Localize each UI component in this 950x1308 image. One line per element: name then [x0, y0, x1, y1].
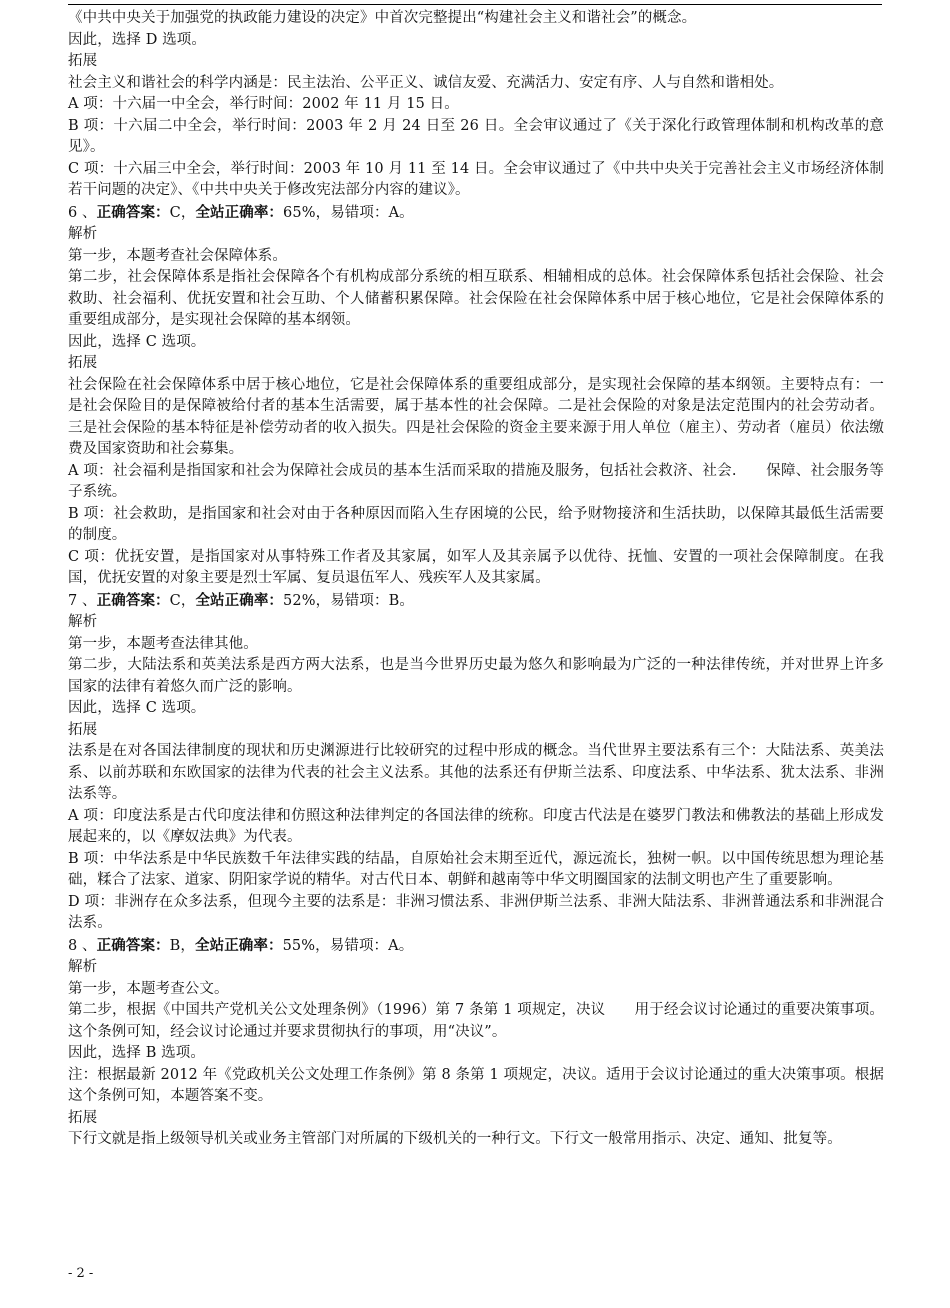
paragraph: 注：根据最新 2012 年《党政机关公文处理工作条例》第 8 条第 1 项规定，决议。适用于会议讨论通过的重大决策事项。根据这个条例可知，本题答案不变。 [68, 1066, 884, 1104]
paragraph: 因此，选择 D 选项。 [68, 31, 206, 48]
paragraph: 法系是在对各国法律制度的现状和历史渊源进行比较研究的过程中形成的概念。当代世界主要法系有三个：大陆法系、英美法系、以前苏联和东欧国家的法律为代表的社会主义法系。其他的法系还有伊斯兰法系、印度法系、中华法系、犹太法系、非洲法系等。 [68, 743, 884, 802]
paragraph: 因此，选择 C 选项。 [68, 333, 206, 350]
paragraph: A 项：十六届一中全会，举行时间：2002 年 11 月 15 日。 [68, 96, 459, 112]
paragraph: 第一步，本题考查法律其他。 [68, 635, 258, 652]
section-label: 解析 [68, 959, 98, 975]
paragraph: B 项：社会救助，是指国家和社会对由于各种原因而陷入生存困境的公民，给予财物接济和生活扶助，以保障其最低生活需要的制度。 [68, 505, 884, 543]
section-label: 拓展 [68, 355, 98, 371]
header-rule [68, 4, 882, 5]
paragraph: C 项：十六届三中全会，举行时间：2003 年 10 月 11 至 14 日。全会审议通过了《中共中央关于完善社会主义市场经济体制若干问题的决定》、《中共中央关于修改宪法部分内容的建议》。 [68, 160, 884, 198]
section-label: 解析 [68, 614, 98, 630]
question-7-header: 7 、正确答案：C，全站正确率：52%，易错项：B。 [68, 591, 414, 609]
question-6-header: 6 、正确答案：C，全站正确率：65%，易错项：A。 [68, 203, 414, 221]
section-label: 拓展 [68, 1109, 98, 1126]
paragraph: 第一步，本题考查社会保障体系。 [68, 247, 287, 264]
paragraph: A 项：社会福利是指国家和社会为保障社会成员的基本生活而采取的措施及服务，包括社会救济、社会. 保障、社会服务等子系统。 [68, 462, 884, 500]
section-label: 拓展 [68, 53, 98, 69]
section-label: 解析 [68, 226, 98, 242]
paragraph: 第二步，社会保障体系是指社会保障各个有机构成部分系统的相互联系、相辅相成的总体。社会保障体系包括社会保险、社会救助、社会福利、优抚安置和社会互助、个人储蓄积累保障。社会保险在社会保障体系中居于核心地位，它是社会保障体系的重要组成部分，是实现社会保障的基本纲领。 [68, 269, 884, 328]
paragraph: 《中共中央关于加强党的执政能力建设的决定》中首次完整提出“构建社会主义和谐社会”的概念。 [68, 10, 697, 26]
paragraph: C 项：优抚安置，是指国家对从事特殊工作者及其家属，如军人及其亲属予以优待、抚恤、安置的一项社会保障制度。在我国，优抚安置的对象主要是烈士军属、复员退伍军人、残疾军人及其家属。 [68, 548, 884, 586]
paragraph: 第一步，本题考查公文。 [68, 980, 229, 997]
paragraph: 第二步，大陆法系和英美法系是西方两大法系，也是当今世界历史最为悠久和影响最为广泛的一种法律传统，并对世界上许多国家的法律有着悠久而广泛的影响。 [68, 657, 884, 695]
paragraph: 社会保险在社会保障体系中居于核心地位，它是社会保障体系的重要组成部分，是实现社会保障的基本纲领。主要特点有：一是社会保险目的是保障被给付者的基本生活需要，属于基本性的社会保障。二是社会保险的对象是法定范围内的社会劳动者。三是社会保险的基本特征是补偿劳动者的收入损失。四是社会保险的资金主要来源于用人单位（雇主）、劳动者（雇员）依法缴费及国家资助和社会募集。 [68, 376, 884, 457]
paragraph: B 项：十六届二中全会，举行时间：2003 年 2 月 24 日至 26 日。全会审议通过了《关于深化行政管理体制和机构改革的意见》。 [68, 117, 884, 155]
paragraph: B 项：中华法系是中华民族数千年法律实践的结晶，自原始社会末期至近代，源远流长，独树一帜。以中国传统思想为理论基础，糅合了法家、道家、阴阳家学说的精华。对古代日本、朝鲜和越南等中华文明圈国家的法制文明也产生了重要影响。 [68, 850, 884, 888]
paragraph: 第二步，根据《中国共产党机关公文处理条例》（1996）第 7 条第 1 项规定，决议 用于经会议讨论通过的重要决策事项。这个条例可知，经会议讨论通过并要求贯彻执行的事项，用“决议”。 [68, 1002, 884, 1040]
paragraph: 下行文就是指上级领导机关或业务主管部门对所属的下级机关的一种行文。下行文一般常用指示、决定、通知、批复等。 [68, 1131, 842, 1147]
section-label: 拓展 [68, 721, 98, 738]
paragraph: D 项：非洲存在众多法系，但现今主要的法系是：非洲习惯法系、非洲伊斯兰法系、非洲大陆法系、非洲普通法系和非洲混合法系。 [68, 893, 884, 931]
paragraph: 社会主义和谐社会的科学内涵是：民主法治、公平正义、诚信友爱、充满活力、安定有序、人与自然和谐相处。 [68, 74, 784, 91]
paragraph: 因此，选择 C 选项。 [68, 700, 206, 716]
page-number: - 2 - [68, 1266, 94, 1281]
document-body [68, 8, 884, 1151]
question-8-header: 8 、正确答案：B，全站正确率：55%，易错项：A。 [68, 936, 414, 954]
paragraph: 因此，选择 B 选项。 [68, 1045, 205, 1061]
paragraph: A 项：印度法系是古代印度法律和仿照这种法律判定的各国法律的统称。印度古代法是在婆罗门教法和佛教法的基础上形成发展起来的，以《摩奴法典》为代表。 [68, 807, 884, 845]
